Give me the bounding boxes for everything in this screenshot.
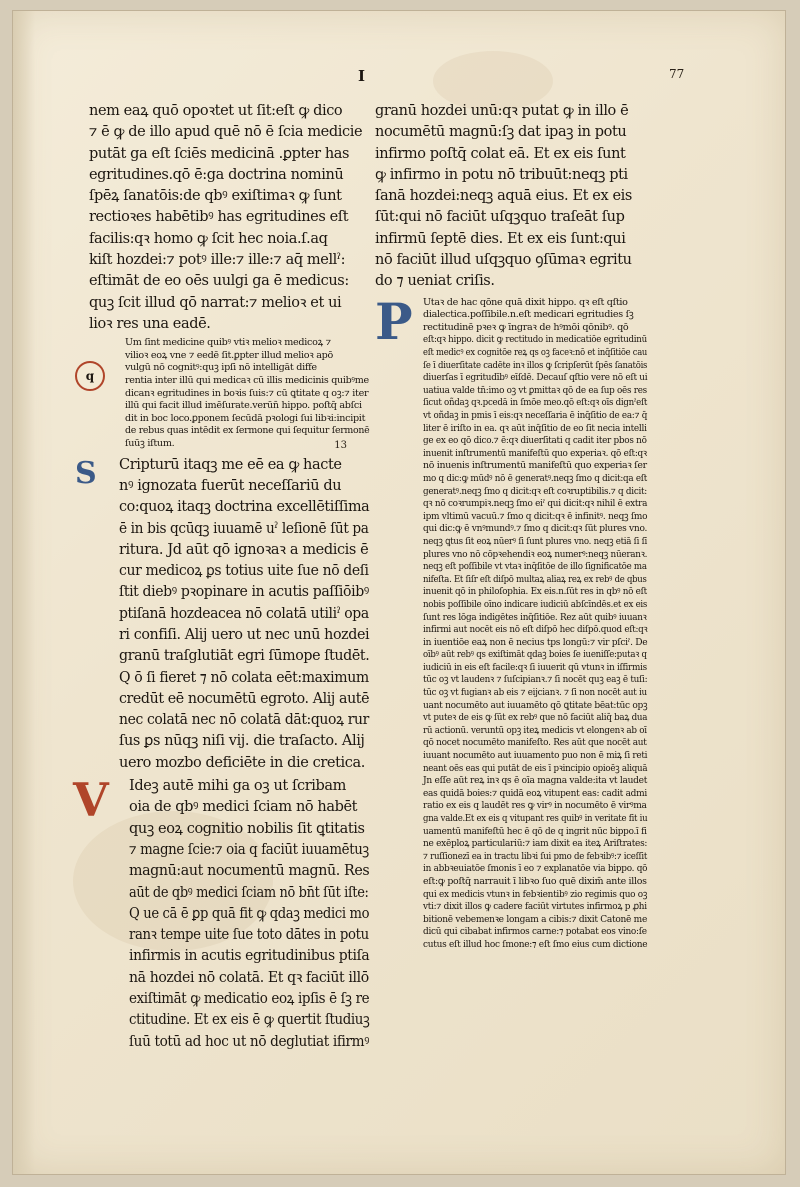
gloss-line: qō nocet nocumēto manifeſto. Res aūt que nocēt aut	[423, 737, 647, 749]
gloss-line: nifeſta. Et ſiſr eſt diſpō multaꝝ aliaꝝ reꝝ ex rebꝰ de qbus	[423, 573, 647, 585]
gloss-line: dicū qui cibabat infirmos carne:⁊ potabat eos vino:ſe	[423, 926, 647, 938]
gloss-line: Jn eſſe aūt reꝝ inꝛ qs ē oīa magna valde:ita vt laudet	[423, 775, 648, 787]
text-line: nem eaꝝ quō opoꝛtet ut ſit:eſt ꝙ dico	[89, 103, 343, 119]
gloss-line: mo q dic:ꝙ mūdꝰ nō ē generatꝰ.neqꝫ ſmo q dicit:qa eſt	[423, 472, 647, 484]
text-block-left-mid	[75, 455, 370, 774]
gloss-line: infirmi aut nocēt eis nō eſt diſpō hec diſpō.quod eſt:qꝛ	[423, 624, 648, 636]
text-line: aūt de qbꝰ medici ſciam nō bn̄t ſūt iſte:	[129, 884, 369, 901]
text-block-left-top	[89, 101, 369, 335]
gloss-line: dit in boc loco.ꝑponem ſecūdā pꝛologi ſui libꝛi:incipit	[125, 412, 366, 424]
gloss-line: uant nocumēto aut iuuamēto qō ꝗtitate bēat:tūc opꝫ	[423, 699, 648, 711]
gloss-line: ſuūꝫ iſtum.	[125, 438, 175, 450]
gloss-line: diuerſas ī egritudībꝰ eīſdē. Decauſ qſtio vere nō eſt ui	[423, 372, 648, 384]
page-gutter	[13, 11, 35, 1174]
text-line: co:quoꝝ itaqꝫ doctrina excellētiſſima	[119, 499, 370, 516]
text-line: ſus ꝑs nūqꝫ niſi vij. die traſacto. Alij	[119, 733, 365, 750]
gloss-line: liter ē iriſto in ea. qꝛ aūt inq̄ſitio de eo ſit necia intelli	[423, 422, 647, 434]
gloss-line: nō inuenis inſtrumentū manifeſtū quo experiaꝛ ſer	[423, 460, 647, 472]
text-line: quꝫ ſcit illud qō narrat:⁊ melioꝛ et ui	[89, 294, 342, 311]
initial-q-rubricated: q	[75, 361, 105, 391]
gloss-line: qui ex medicis vtunꝛ in febꝛientibꝰ zio regimis quo oꝫ	[423, 888, 648, 900]
text-line: nec colatā nec nō colatā dāt:quoꝝ rur	[119, 712, 369, 729]
gloss-line: iudiciū in eis eſt facile:qꝛ ſi iuuerit qū vtunꝛ in iſfirmis	[423, 661, 647, 673]
text-line: Cripturū itaqꝫ me eē ea ꝙ hacte	[119, 456, 342, 473]
text-line: eſtimāt de eo oēs uulgi ga ē medicus:	[89, 273, 349, 290]
text-line: ſpēꝝ ſanatōis:de qbꝰ exiſtimaꝛ ꝙ ſunt	[89, 188, 342, 205]
text-line: magnū:aut nocumentū magnū. Res	[129, 863, 370, 880]
gloss-line: eas quidā boies:⁊ quidā eoꝝ vitupent eas: cadit admi	[423, 787, 647, 799]
gloss-line: dicanꝛ egritudines in boꝛis ſuis:⁊ cū ꝗtitate q oꝫ:⁊ iter	[125, 387, 369, 399]
text-line: ē in bis qcūqꝫ iuuamē uˀ leſionē ſūt pa	[119, 520, 369, 537]
gloss-block-left	[85, 337, 370, 451]
text-line: ſanā hozdei:neqꝫ aquā eius. Et ex eis	[375, 188, 632, 205]
text-line: Q ue cā ē ꝑp quā fit ꝙ qdaꝫ medici mo	[129, 905, 370, 922]
gloss-line: Utaꝛ de hac qōne quā dixit hippo. qꝛ eſt qſtio	[423, 296, 628, 308]
gloss-line: uamentū manifeſtū hec ē qō de q ingrit nūc bippo.ī fi	[423, 825, 647, 837]
text-line: quꝫ eoꝝ cognitio nobilis ſit ꝗtitatis	[129, 820, 365, 837]
gloss-line: inuenit qō in philoſophia. Ex eis.n.ſūt res in qbꝰ nō eſt	[423, 586, 647, 598]
gloss-line: vt puteꝛ de eis ꝙ ſūt ex rebꝰ que nō faciūt aliq̄ baꝝ dua	[423, 712, 648, 724]
text-line: infirmo poſtq̄ colat eā. Et ex eis ſunt	[375, 145, 626, 162]
gloss-line: gna valde.Et ex eis q vitupant res quibꝰ in veritate fit iu	[423, 813, 648, 825]
text-line: lioꝛ res una eadē.	[89, 315, 211, 332]
text-line: infirmū ſeptē dies. Et ex eis ſunt:qui	[375, 230, 626, 247]
gloss-line: qui dic:ꝙ ē vnꝰmundꝰ.⁊ ſmo q dicit:qꝛ ſūt plures vno.	[423, 523, 648, 535]
text-line: ſuū totū ad hoc ut nō deglutiat ifirmꝰ	[129, 1033, 370, 1050]
gloss-line: Um ſint medicine quibꝰ vtiꝛ melioꝛ medicoꝝ ⁊	[125, 337, 331, 349]
text-block-left-bottom	[73, 773, 370, 1053]
gloss-line: ge ex eo qō dico.⁊ ē:qꝛ diuerſitati q cadit iter pbos nō	[423, 435, 647, 447]
right-column	[375, 101, 647, 991]
gloss-line: neqꝫ ꝗtus ſit eoꝝ nūerꝰ ſi ſunt plures vno. neqꝫ etiā ſi ſī	[423, 535, 648, 547]
gloss-line: rectitudinē pꝛeꝛ ꝙ īngraꝛ de hꝰmōi qōnibꝰ. qō	[423, 321, 629, 333]
gloss-line: ſicut oñdaꝫ qꝛ.pcedā in ſmōe meo.qō eſt:qꝛ oīs dignˀeſt	[423, 397, 648, 409]
running-header: I	[358, 67, 368, 85]
folio-number: 77	[669, 67, 685, 81]
text-line: ꝙ infirmo in potu nō tribuūt:neqꝫ pti	[375, 166, 628, 183]
text-line: egritudines.qō ē:ga doctrina nominū	[89, 166, 344, 183]
text-line: nocumētū magnū:ſꝫ dat ipaꝫ in potu	[375, 124, 627, 141]
text-line: credūt eē nocumētū egroto. Alij autē	[119, 690, 370, 707]
gloss-line: de rebus quas intēdit ex ſermone qui ſequitur ſermonē	[125, 425, 370, 437]
text-line: do ⁊ ueniat criſis.	[375, 273, 495, 290]
gloss-line: tūc oꝫ vt fugianꝛ ab eis ⁊ eijcianꝛ. ⁊ ſi non nocēt aut iu	[423, 687, 647, 699]
initial-p-blue: P	[375, 291, 413, 351]
gloss-line: rentia inter illū qui medicaꝛ cū illis medicinis quibꝰme	[125, 375, 369, 387]
text-line: Ideꝫ autē mihi ga oꝫ ut ſcribam	[129, 778, 346, 795]
gloss-line: uatiua valde tn̄:imo oꝫ vt ꝑmittaꝛ qō de ea ſup oēs res	[423, 384, 647, 396]
text-line: nō faciūt illud uſqꝫquo ꝯſūmaꝛ egritu	[375, 252, 632, 269]
gloss-line: ipm vltimū vacuū.⁊ ſmo q dicit:qꝛ ē infinitꝰ. neqꝫ ſmo	[423, 510, 648, 522]
gloss-line: oībꝰ aūt rebꝰ qs exiſtimāt qdaꝫ boies ſe iueniſſe:putaꝛ q	[423, 649, 647, 661]
text-line: ritura. Jd aūt qō ignoꝛaꝛ a medicis ē	[119, 541, 369, 558]
text-line: ctitudine. Et ex eis ē ꝙ quertit ſtudiuꝫ	[129, 1012, 370, 1029]
gloss-line: ne exēploꝝ particulariū:⁊ iam dixit ea iteꝝ Ariſtrates:	[423, 838, 648, 850]
gloss-line: inuenit inſtrumentū manifeſtū quo experiaꝛ. qō eſt:qꝛ	[423, 447, 647, 459]
initial-s-blue: S	[75, 455, 97, 491]
gloss-number: 13	[334, 439, 347, 451]
text-line: ⁊ ē ꝙ de illo apud quē nō ē ſcia medicie	[89, 124, 363, 141]
text-line: granū traſglutiāt egri ſūmope ſtudēt.	[119, 648, 370, 665]
text-line: nꝰ ignozata fuerūt neceſſariū du	[119, 477, 342, 494]
gloss-line: eſt medicꝰ ex cognitōe reꝝ qs oꝫ faceꝛ:nō et inq̄ſitiōe cau	[423, 347, 648, 359]
gloss-line: vti:⁊ dixit illos ꝙ cadere faciūt virtutes infirmoꝝ p ꝓhi	[423, 901, 647, 913]
text-line: putāt ga eſt ſciēs medicinā .ꝑpter has	[89, 145, 350, 162]
gloss-line: ſunt res lōga indigētes inq̄ſitiōe. Rez aūt quibꝰ iuuanꝛ	[423, 611, 647, 623]
gloss-line: generatꝰ.neqꝫ ſmo q dicit:qꝛ eſt coꝛruptibilis.⁊ q dicit:	[423, 485, 647, 497]
text-line: ranꝛ tempe uite ſue toto dātes in potu	[129, 927, 369, 944]
text-line: kiſt hozdei:⁊ potꝰ ille:⁊ ille:⁊ aq̄ mellˀ:	[89, 252, 346, 269]
text-line: oia de qbꝰ medici ſciam nō habēt	[129, 799, 358, 816]
gloss-line: ⁊ ruſſionezī ea in tractu libꝛi ſui pmo de febꝛibꝰ:⁊ iceſſit	[423, 850, 648, 862]
gloss-line: iuuant nocumēto aut iuuamento puo non ē miꝝ ſi reti	[423, 750, 648, 762]
gloss-line: nobis poſſibile oīno indicare iudiciū abſcīndēs.et ex eis	[423, 598, 648, 610]
text-line: granū hozdei unū:qꝛ putat ꝙ in illo ē	[375, 103, 629, 119]
left-column	[73, 101, 370, 1050]
gloss-line: vulgū nō cognitꝰ:quꝫ ipſi nō intelligāt diffe	[125, 362, 317, 374]
gloss-line: rū actionū. veruntū opꝫ iteꝝ medicis vt elongenꝛ ab oī	[423, 724, 647, 736]
gloss-line: cutus eſt illud hoc ſmone:⁊ eſt ſmo eius cum dictione	[423, 938, 648, 950]
text-line: cur medicoꝝ ꝑs totius uite ſue nō deſi	[119, 563, 369, 580]
gloss-line: bitionē vebemenꝛe longam a cibis:⁊ dixit Catonē me	[423, 913, 648, 925]
text-line: ſūt:qui nō faciūt uſqꝫquo traſeāt ſup	[375, 209, 625, 226]
text-line: infirmis in acutis egritudinibus ptiſa	[129, 948, 370, 965]
gloss-line: neant oēs eas qui putāt de eis ī pꝛincipio opioēꝫ aliquā	[423, 762, 648, 774]
text-line: uero mozbo deficiēte in die cretica.	[119, 754, 365, 771]
text-line: ſtit diebꝰ pꝛopinare in acutis paſſiōibꝰ	[119, 584, 369, 601]
gloss-line: in iuentiōe eaꝝ non ē necius tps longū:⁊ vir pſciˀ. De	[423, 636, 648, 648]
manuscript-page	[12, 10, 786, 1175]
gloss-line: vt oñdaꝫ in pmis ī eis:qꝛ neceſſaria ē inq̄ſitio de ea:⁊ q̄	[423, 410, 648, 422]
gloss-line: plures vno nō cōpꝛehendiꝛ eoꝝ numerꝰ:neqꝫ nūeranꝛ.	[423, 548, 648, 560]
gloss-line: eſt:ꝙ poſtq̄ narrauit ī libꝛo ſuo quē dixim̄ ante illos	[423, 875, 647, 887]
gloss-line: ſe ī diuerſitate cadēte inꝛ illos ꝙ ſcripſerūt ſpēs ſanatōis	[423, 359, 648, 371]
gloss-line: vilioꝛ eoꝝ vne ⁊ eedē ſit.ꝑpter illud melioꝛ apō	[125, 349, 333, 361]
text-line: ri confiſi. Alij uero ut nec unū hozdei	[119, 626, 370, 643]
gloss-line: tūc oꝫ vt laudenꝛ ⁊ ſuſcipianꝛ.⁊ ſi nocēt quꝫ eaꝫ ē tuſi:	[423, 674, 648, 686]
gloss-line: qꝛ nō coꝛrumpiꝛ.neqꝫ ſmo eiˀ qui dicit:qꝛ nihil ē extra	[423, 498, 648, 510]
text-line: rectioꝛes habētibꝰ has egritudines eſt	[89, 209, 349, 226]
gloss-block-right	[375, 291, 648, 952]
initial-u-red: V	[73, 773, 109, 828]
gloss-line: illū qui facit illud imēſurate.verūn̄ hippo. poſtq̄ abſci	[125, 400, 362, 412]
text-line: ptiſanā hozdeacea nō colatā utiliˀ opa	[119, 605, 369, 622]
text-block-right-top	[375, 101, 647, 293]
gloss-line: in abbꝛeuiatōe ſmonis ī eo ⁊ explanatōe via bippo. qō	[423, 863, 648, 875]
gloss-line: dialectica.poſſibile.n.eſt medicari egritudies ſꝫ	[423, 309, 634, 321]
text-line: Q ō ſi fieret ⁊ nō colata eēt:maximum	[119, 669, 369, 686]
text-line: nā hozdei nō colatā. Et qꝛ faciūt illō	[129, 969, 369, 986]
gloss-line: eſt:qꝛ hippo. dicit ꝙ rectitudo in medicatiōe egritudinū	[423, 334, 647, 346]
gloss-line: neqꝫ eſt poſſibile vt vtaꝛ inq̄ſitōe de illo ſignificatōe ma	[423, 561, 647, 573]
text-line: ⁊ magne ſcie:⁊ oia q faciūt iuuamētuꝫ	[129, 841, 369, 858]
text-line: facilis:qꝛ homo ꝙ ſcit hec noia.ſ.aq	[89, 230, 328, 247]
text-line: exiſtimāt ꝙ medicatio eoꝝ ipſis ē ſꝫ re	[129, 991, 370, 1008]
gloss-line: ratio ex eis q laudēt res ꝙ virꝰ in nocumēto ē virꝰma	[423, 800, 647, 812]
